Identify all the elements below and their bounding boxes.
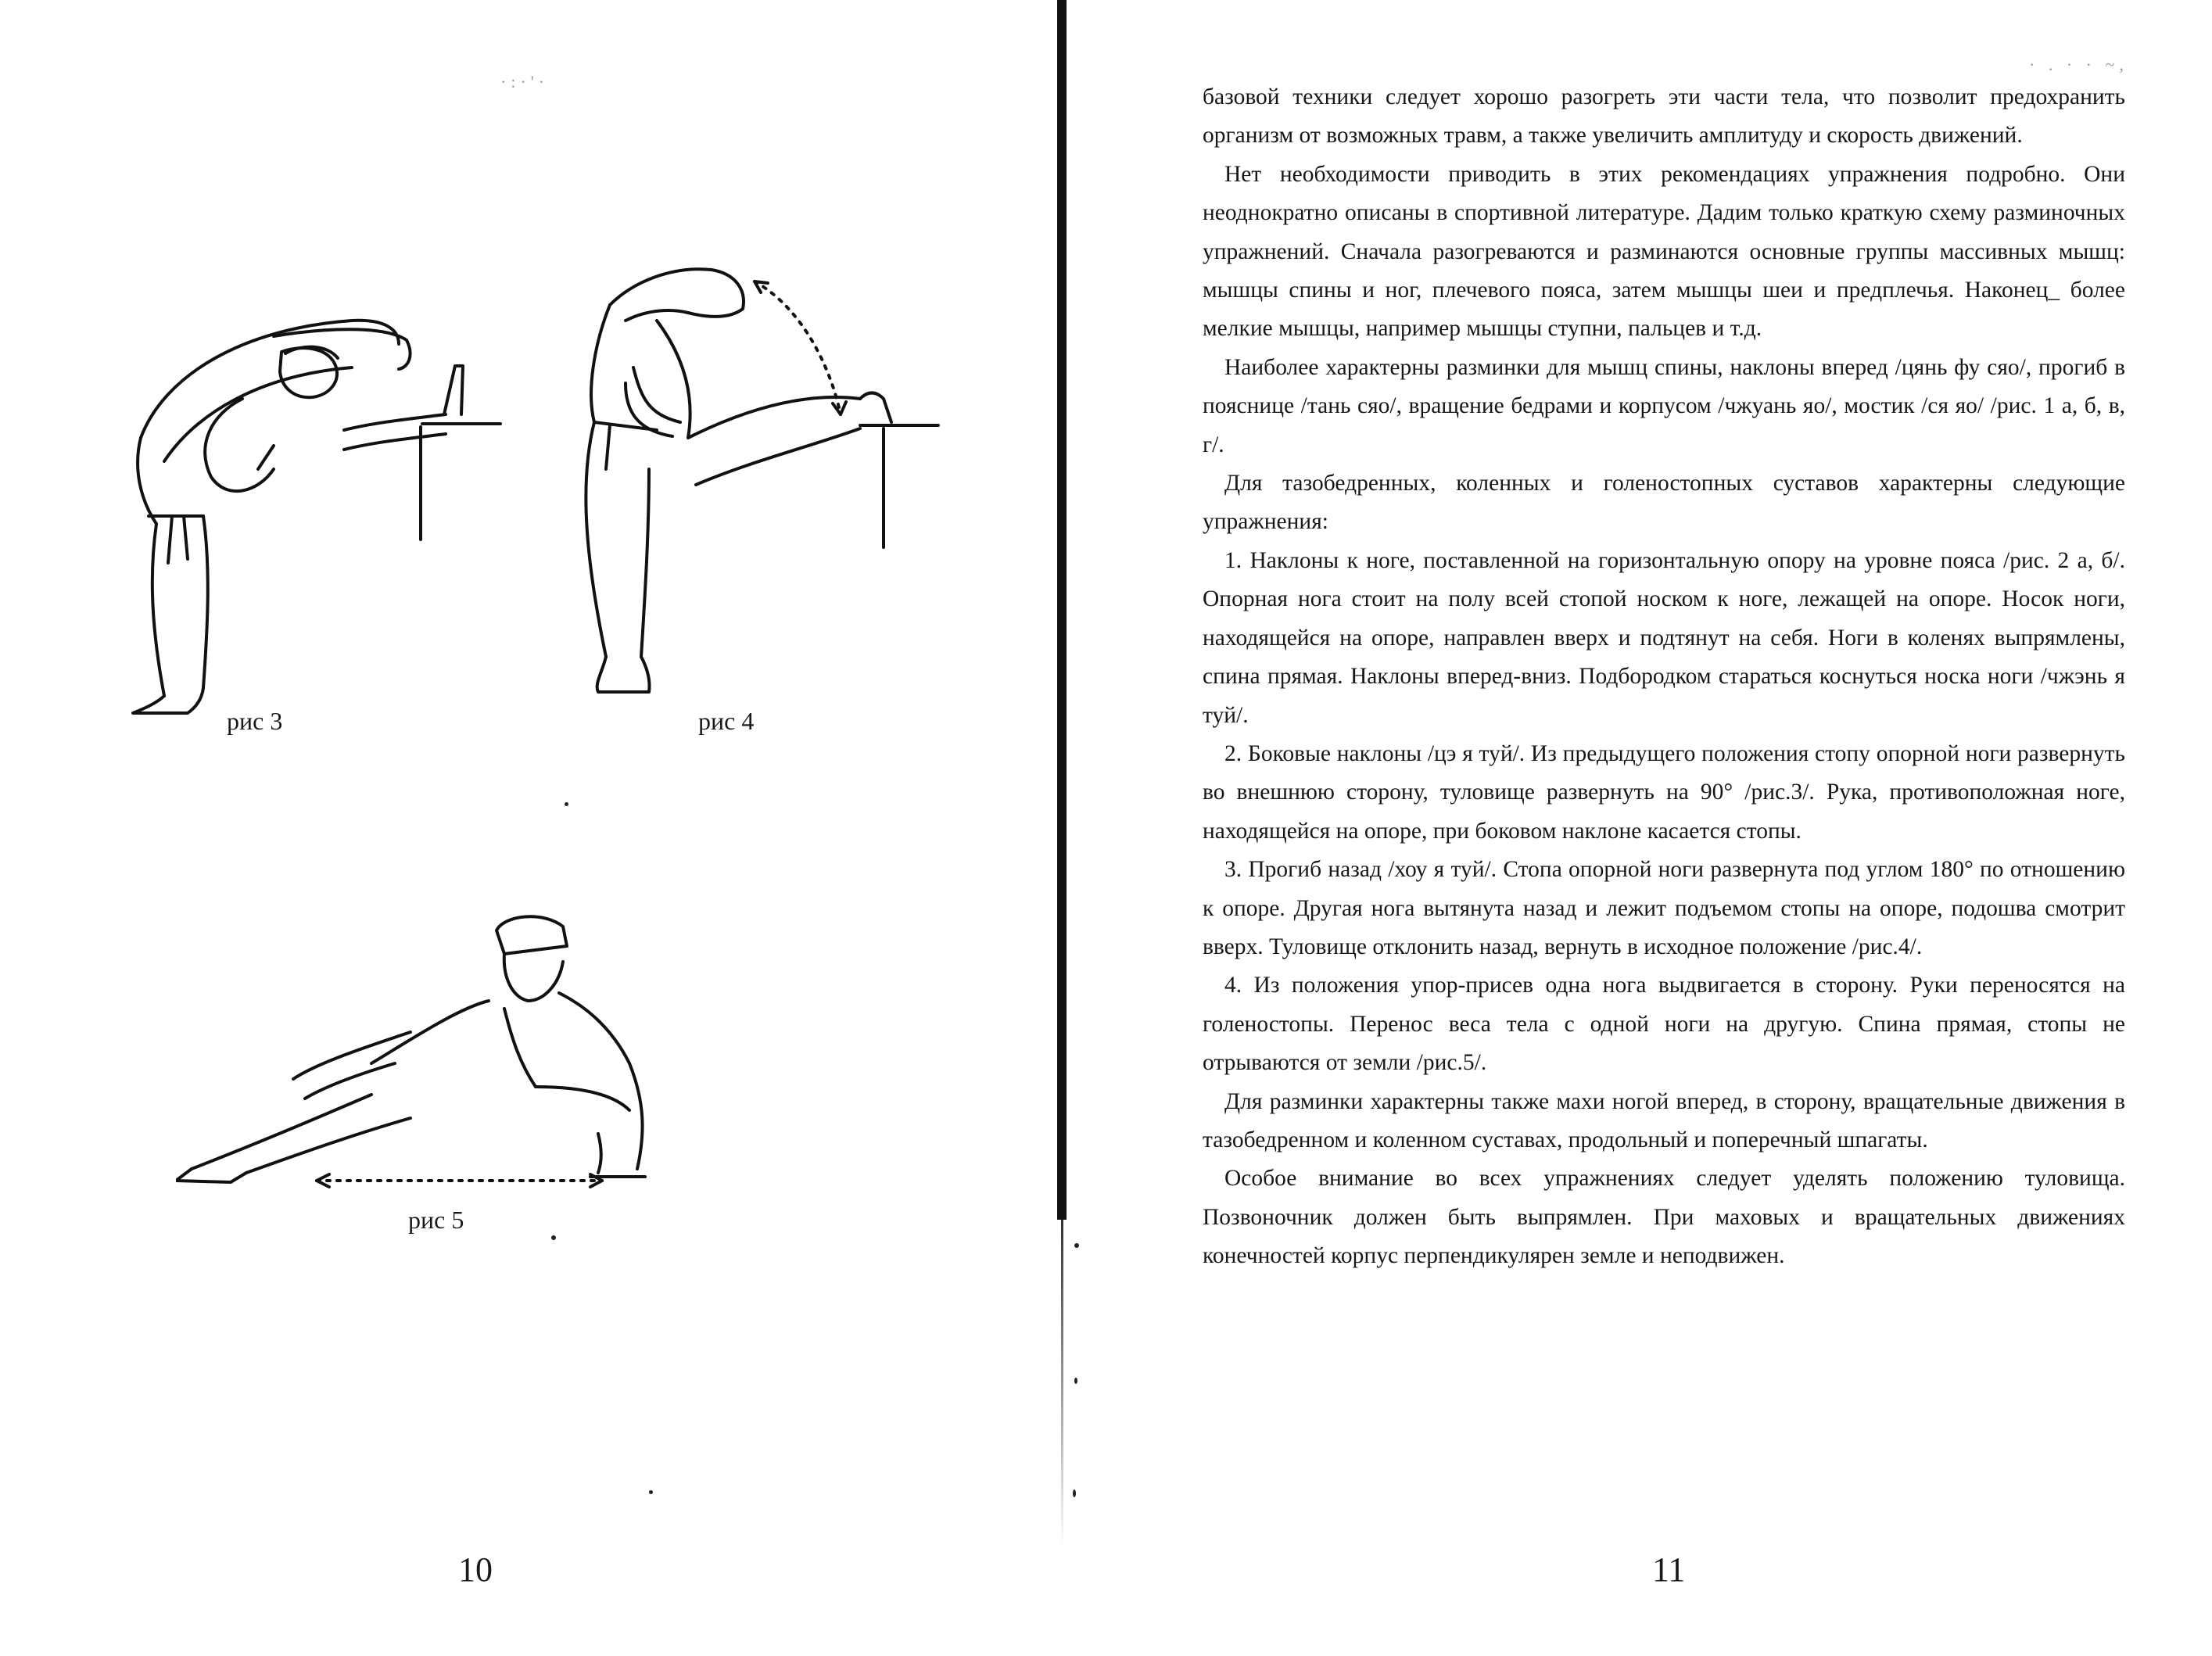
scan-speck [1073, 1489, 1076, 1497]
right-page [1063, 0, 2212, 1656]
paragraph: Для тазобедренных, коленных и голеностопных суставов характерны следующие упражнения: [1203, 471, 2125, 535]
figure-ris-3 [117, 281, 524, 719]
scan-speck [1074, 1378, 1077, 1384]
scan-noise: ·:·'· [500, 72, 550, 91]
figure-caption: рис 5 [408, 1206, 464, 1234]
scan-noise: · . · · ~, [2029, 55, 2128, 74]
scan-speck [565, 802, 568, 806]
scan-speck [551, 1235, 556, 1240]
scan-speck [649, 1490, 653, 1494]
paragraph: 4. Из положения упор-присев одна нога выдвигается в сторону. Руки переносятся на голеностопы. Перенос веса тела с одной ноги на другую. Спина прямая, стопы не отрываются от земли /рис.5/. [1203, 973, 2125, 1076]
paragraph: Нет необходимости приводить в этих рекомендациях упражнения подробно. Они неоднократно описаны в спортивной литературе. Дадим только краткую схему разминочных упражнений. Сначала разогреваются и разминаются основные группы массивных мышц: мышцы спины и ног, плечевого пояса, затем мышцы шеи и предплечья. Наконец_ более мелкие мышцы, например мышцы ступни, пальцев и т.д. [1203, 161, 2125, 342]
scan-speck [1074, 1243, 1079, 1248]
stretch-side-bend-figure-icon [117, 281, 524, 719]
paragraph: базовой техники следует хорошо разогреть эти части тела, что позволит предохранить организм от возможных травм, а также увеличить амплитуду и скорость движений. [1203, 84, 2125, 149]
paragraph: Наиболее характерны разминки для мышц спины, наклоны вперед /цянь фу сяо/, прогиб в пояснице /тань сяо/, вращение бедрами и корпусом /чжуань яо/, мостик /ся яо/ /рис. 1 а, б, в, г/. [1203, 354, 2125, 457]
figure-ris-5 [176, 899, 708, 1196]
paragraph: 3. Прогиб назад /хоу я туй/. Стопа опорной ноги развернута под углом 180° по отношению к опоре. Другая нога вытянута назад и лежит подъемом стопы на опоре, подошва смотрит вверх. Туловище отклонить назад, вернуть в исходное положение /рис.4/. [1203, 857, 2125, 959]
figure-ris-4 [563, 235, 970, 712]
figure-caption: рис 4 [698, 707, 755, 735]
left-page [0, 0, 1063, 1656]
paragraph: 2. Боковые наклоны /цэ я туй/. Из предыдущего положения стопу опорной ноги развернуть во внешнюю сторону, туловище развернуть на 90° /рис.3/. Рука, противоположная ноге, находящейся на опоре, при боковом наклоне касается стопы. [1203, 740, 2125, 844]
page-number: 10 [458, 1550, 493, 1589]
stretch-lunge-figure-icon [176, 899, 708, 1196]
paragraph: Для разминки характерны также махи ногой вперед, в сторону, вращательные движения в тазобедренном и коленном суставах, продольный и поперечный шпагаты. [1203, 1088, 2125, 1152]
stretch-back-bend-figure-icon [563, 235, 970, 712]
page-number: 11 [1652, 1550, 1686, 1589]
paragraph: Особое внимание во всех упражнениях следует уделять положению туловища. Позвоночник должен быть выпрямлен. При маховых и вращательных движениях конечностей корпус перпендикулярен земле и неподвижен. [1203, 1166, 2125, 1269]
body-text [1203, 78, 2125, 1276]
paragraph: 1. Наклоны к ноге, поставленной на горизонтальную опору на уровне пояса /рис. 2 а, б/. Опорная нога стоит на полу всей стопой носком к ноге, лежащей на опоре. Носок ноги, находящейся на опоре, направлен вверх и подтянут на себя. Ноги в коленях выпрямлены, спина прямая. Наклоны вперед-вниз. Подбородком стараться коснуться носка ноги /чжэнь я туй/. [1203, 547, 2125, 728]
figure-caption: рис 3 [227, 707, 283, 735]
